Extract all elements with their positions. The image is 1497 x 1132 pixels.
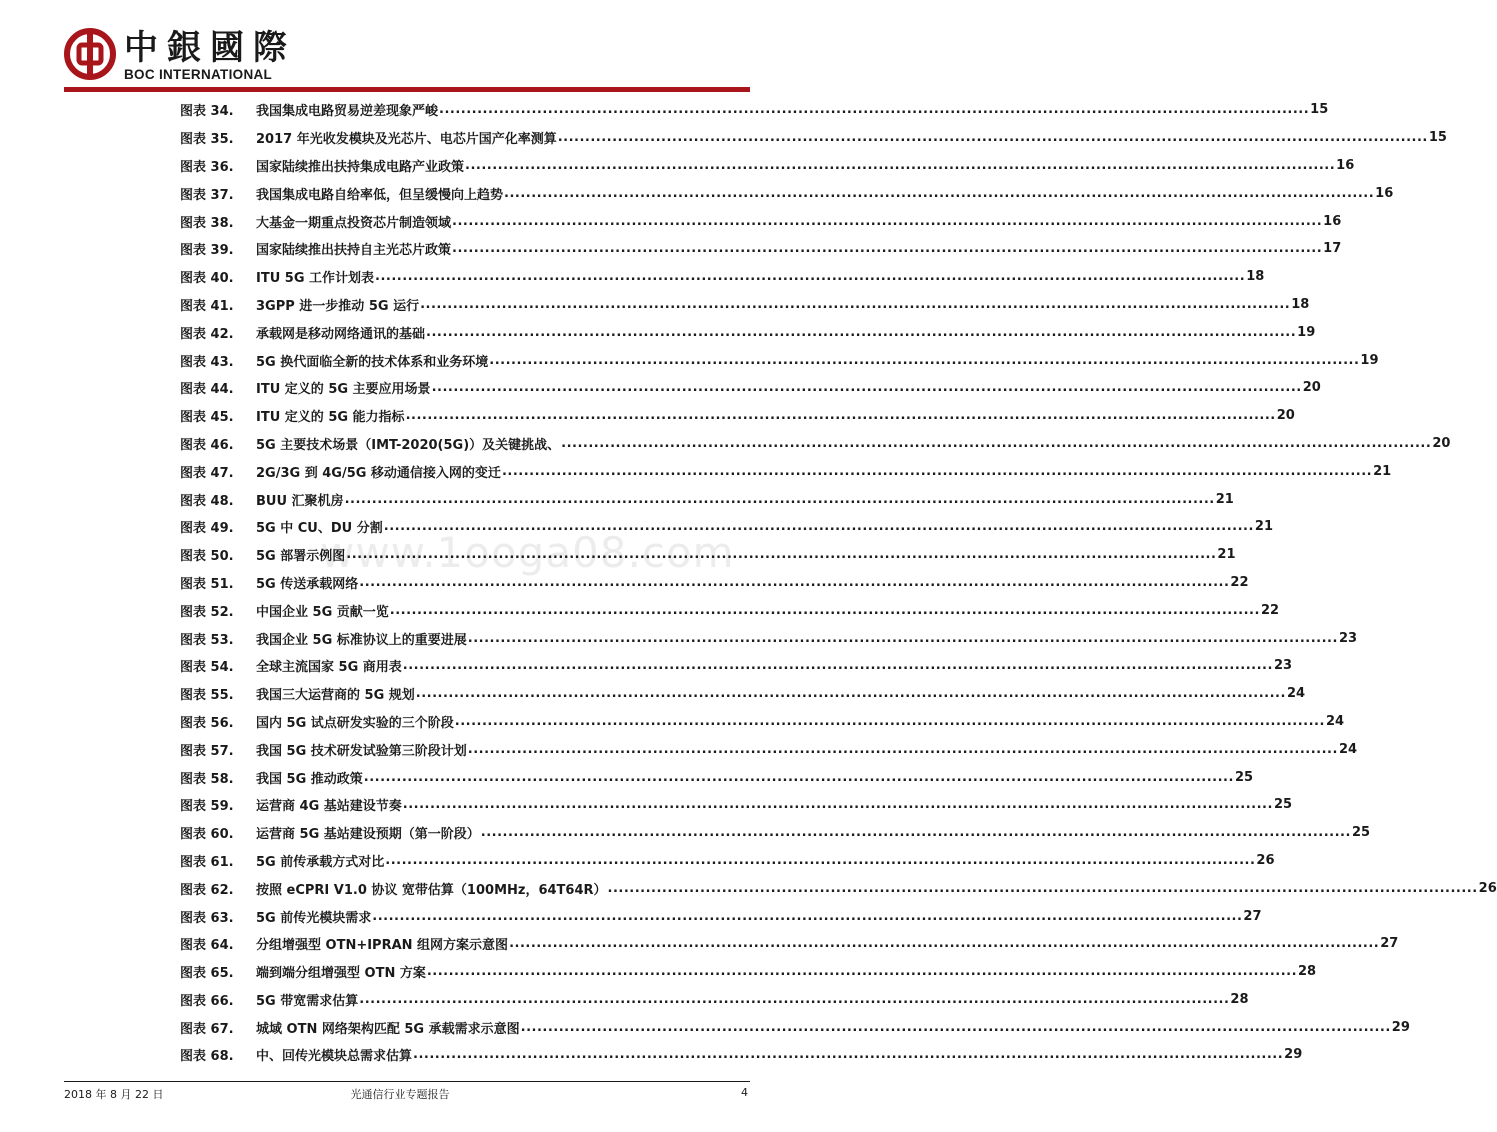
- toc-entry-title: 承载网是移动网络通讯的基础: [256, 326, 426, 342]
- toc-entry[interactable]: [180, 513, 1273, 541]
- toc-entry-leader: [468, 742, 1338, 757]
- toc-entry-title: 城域 OTN 网络架构匹配 5G 承载需求示意图: [256, 1021, 520, 1037]
- toc-entry-page: 18: [1246, 269, 1265, 285]
- toc-entry-leader: [608, 881, 1478, 896]
- toc-entry-label: 图表 60.: [180, 827, 234, 843]
- toc-entry-title: 国内 5G 试点研发实验的三个阶段: [256, 715, 454, 731]
- toc-entry-leader: [489, 353, 1359, 368]
- toc-entry-leader: [455, 714, 1325, 729]
- toc-entry-title: 5G 前传光模块需求: [256, 910, 372, 926]
- toc-entry[interactable]: [180, 263, 1265, 291]
- figure-index-list: [180, 96, 1497, 1069]
- toc-entry-title: 5G 中 CU、DU 分割: [256, 521, 383, 537]
- toc-entry-title: BUU 汇聚机房: [256, 493, 344, 509]
- toc-entry-label: 图表 46.: [180, 437, 234, 453]
- toc-entry[interactable]: [180, 179, 1394, 207]
- toc-entry-page: 25: [1273, 797, 1293, 813]
- toc-entry[interactable]: [180, 485, 1234, 513]
- toc-entry[interactable]: [180, 124, 1447, 152]
- toc-entry[interactable]: [180, 847, 1275, 875]
- toc-entry-label: 图表 45.: [180, 410, 234, 426]
- toc-entry-title: 5G 传送承载网络: [256, 576, 359, 592]
- toc-entry-title: 我国三大运营商的 5G 规划: [256, 688, 415, 704]
- toc-entry[interactable]: [180, 1013, 1410, 1041]
- toc-entry-title: 5G 主要技术场景（IMT-2020(5G)）及关键挑战、: [256, 437, 561, 453]
- toc-entry-title: 5G 换代面临全新的技术体系和业务环境: [256, 354, 489, 370]
- toc-entry[interactable]: [180, 930, 1399, 958]
- toc-entry-label: 图表 66.: [180, 993, 234, 1009]
- toc-entry-leader: [420, 297, 1290, 312]
- toc-entry-title: 5G 部署示例图: [256, 549, 346, 565]
- toc-entry-title: 运营商 4G 基站建设节奏: [256, 799, 402, 815]
- toc-entry[interactable]: [180, 791, 1293, 819]
- toc-entry-title: 我国集成电路自给率低，但呈缓慢向上趋势: [256, 187, 504, 203]
- toc-entry-title: 5G 带宽需求估算: [256, 993, 359, 1009]
- toc-entry[interactable]: [180, 708, 1345, 736]
- footer-page-number: 4: [741, 1086, 748, 1099]
- watermark: www.1ooga08.com: [320, 528, 735, 577]
- toc-entry-leader: [481, 825, 1351, 840]
- toc-entry-leader: [346, 547, 1216, 562]
- toc-entry-label: 图表 55.: [180, 688, 234, 704]
- toc-entry-page: 25: [1234, 769, 1254, 785]
- toc-entry-title: 国家陆续推出扶持自主光芯片政策: [256, 243, 452, 259]
- toc-entry[interactable]: [180, 652, 1293, 680]
- toc-entry-leader: [359, 992, 1229, 1007]
- toc-entry-page: 16: [1375, 185, 1394, 201]
- toc-entry-title: 2G/3G 到 4G/5G 移动通信接入网的变迁: [256, 465, 501, 481]
- toc-entry-label: 图表 57.: [180, 743, 234, 759]
- toc-entry-page: 19: [1360, 352, 1379, 368]
- toc-entry-title: 端到端分组增强型 OTN 方案: [256, 966, 426, 982]
- toc-entry-page: 27: [1380, 936, 1399, 952]
- toc-entry-leader: [385, 853, 1255, 868]
- toc-entry[interactable]: [180, 569, 1249, 597]
- toc-entry-leader: [439, 102, 1309, 117]
- toc-entry-label: 图表 58.: [180, 771, 234, 787]
- toc-entry-page: 29: [1284, 1047, 1303, 1063]
- toc-entry-leader: [413, 1047, 1283, 1062]
- toc-entry-label: 图表 63.: [180, 910, 234, 926]
- toc-entry-page: 21: [1254, 519, 1273, 535]
- toc-entry-leader: [502, 464, 1372, 479]
- toc-entry-page: 17: [1323, 241, 1342, 257]
- toc-entry-title: ITU 定义的 5G 主要应用场景: [256, 382, 431, 398]
- toc-entry-label: 图表 67.: [180, 1021, 234, 1037]
- toc-entry-page: 24: [1325, 713, 1345, 729]
- toc-entry-leader: [359, 575, 1229, 590]
- toc-entry-title: 我国集成电路贸易逆差现象严峻: [256, 104, 439, 120]
- toc-entry-leader: [509, 936, 1379, 951]
- toc-entry-page: 16: [1323, 213, 1342, 229]
- toc-entry[interactable]: [180, 1041, 1303, 1069]
- toc-entry-label: 图表 48.: [180, 493, 234, 509]
- toc-entry-label: 图表 64.: [180, 938, 234, 954]
- toc-entry-label: 图表 38.: [180, 215, 234, 231]
- toc-entry-leader: [403, 658, 1273, 673]
- toc-entry-label: 图表 56.: [180, 715, 234, 731]
- toc-entry-label: 图表 43.: [180, 354, 234, 370]
- toc-entry-leader: [561, 436, 1431, 451]
- toc-entry-leader: [558, 130, 1428, 145]
- toc-entry-page: 28: [1230, 991, 1249, 1007]
- toc-entry-label: 图表 36.: [180, 159, 234, 175]
- toc-entry-leader: [504, 186, 1374, 201]
- toc-entry-leader: [406, 408, 1276, 423]
- toc-entry[interactable]: [180, 430, 1451, 458]
- toc-entry-leader: [390, 603, 1260, 618]
- toc-entry-title: 5G 前传承载方式对比: [256, 854, 385, 870]
- toc-entry-label: 图表 42.: [180, 326, 234, 342]
- toc-entry-label: 图表 47.: [180, 465, 234, 481]
- toc-entry-page: 24: [1286, 686, 1306, 702]
- toc-entry-page: 27: [1243, 908, 1262, 924]
- toc-entry-label: 图表 35.: [180, 132, 234, 148]
- toc-entry-title: 我国 5G 技术研发试验第三阶段计划: [256, 743, 467, 759]
- toc-entry-title: 按照 eCPRI V1.0 协议 宽带估算（100MHz，64T64R）: [256, 882, 607, 898]
- toc-entry[interactable]: [180, 986, 1249, 1014]
- toc-entry-leader: [372, 909, 1242, 924]
- toc-entry-page: 22: [1260, 602, 1280, 618]
- toc-entry[interactable]: [180, 457, 1392, 485]
- toc-entry-title: 运营商 5G 基站建设预期（第一阶段）: [256, 827, 480, 843]
- toc-entry[interactable]: [180, 235, 1342, 263]
- toc-entry-label: 图表 65.: [180, 966, 234, 982]
- toc-entry[interactable]: [180, 346, 1379, 374]
- toc-entry-leader: [432, 380, 1302, 395]
- toc-entry-leader: [465, 158, 1335, 173]
- toc-entry-page: 16: [1336, 157, 1355, 173]
- toc-entry-page: 20: [1276, 408, 1295, 424]
- toc-entry[interactable]: [180, 207, 1342, 235]
- toc-entry-label: 图表 40.: [180, 271, 234, 287]
- toc-entry-title: 中、回传光模块总需求估算: [256, 1049, 413, 1065]
- toc-entry-title: 我国企业 5G 标准协议上的重要进展: [256, 632, 467, 648]
- toc-entry-leader: [452, 214, 1322, 229]
- toc-entry-label: 图表 49.: [180, 521, 234, 537]
- toc-entry-title: 中国企业 5G 贡献一览: [256, 604, 389, 620]
- logo-chinese-name: 中銀國際: [124, 28, 296, 68]
- toc-entry-page: 21: [1217, 547, 1236, 563]
- toc-entry[interactable]: [180, 96, 1329, 124]
- toc-entry-label: 图表 68.: [180, 1049, 234, 1065]
- toc-entry-title: ITU 5G 工作计划表: [256, 271, 375, 287]
- toc-entry-leader: [403, 797, 1273, 812]
- toc-entry[interactable]: [180, 402, 1295, 430]
- toc-entry-page: 20: [1432, 435, 1451, 451]
- toc-entry-page: 24: [1338, 741, 1358, 757]
- toc-entry-title: 2017 年光收发模块及光芯片、电芯片国产化率测算: [256, 132, 557, 148]
- toc-entry-page: 23: [1338, 630, 1358, 646]
- toc-entry-label: 图表 52.: [180, 604, 234, 620]
- toc-entry-label: 图表 62.: [180, 882, 234, 898]
- boc-logo-icon: [64, 28, 116, 80]
- toc-entry-label: 图表 59.: [180, 799, 234, 815]
- toc-entry-page: 25: [1351, 825, 1371, 841]
- toc-entry-label: 图表 44.: [180, 382, 234, 398]
- toc-entry-leader: [521, 1020, 1391, 1035]
- toc-entry[interactable]: [180, 624, 1358, 652]
- toc-entry[interactable]: [180, 680, 1306, 708]
- toc-entry-leader: [384, 519, 1254, 534]
- toc-entry-title: 我国 5G 推动政策: [256, 771, 363, 787]
- toc-entry-label: 图表 37.: [180, 187, 234, 203]
- toc-entry-page: 23: [1273, 658, 1293, 674]
- toc-entry-leader: [468, 631, 1338, 646]
- toc-entry-leader: [364, 770, 1234, 785]
- toc-entry-page: 22: [1230, 574, 1249, 590]
- footer-date: 2018 年 8 月 22 日: [64, 1088, 164, 1101]
- toc-entry-page: 19: [1297, 324, 1316, 340]
- toc-entry-label: 图表 54.: [180, 660, 234, 676]
- toc-entry-page: 26: [1478, 880, 1497, 896]
- toc-entry[interactable]: [180, 374, 1321, 402]
- toc-entry-page: 21: [1373, 463, 1392, 479]
- toc-entry-label: 图表 53.: [180, 632, 234, 648]
- toc-entry-title: 全球主流国家 5G 商用表: [256, 660, 402, 676]
- logo-english-name: BOC INTERNATIONAL: [124, 67, 273, 82]
- header-rule: [64, 87, 750, 92]
- toc-entry[interactable]: [180, 958, 1317, 986]
- toc-entry[interactable]: [180, 291, 1310, 319]
- toc-entry-title: 大基金一期重点投资芯片制造领域: [256, 215, 452, 231]
- toc-entry[interactable]: [180, 819, 1371, 847]
- toc-entry-leader: [345, 492, 1215, 507]
- toc-entry-title: ITU 定义的 5G 能力指标: [256, 410, 405, 426]
- toc-entry-leader: [452, 241, 1322, 256]
- toc-entry-page: 28: [1298, 964, 1317, 980]
- toc-entry-page: 15: [1310, 102, 1329, 118]
- toc-entry-leader: [426, 325, 1296, 340]
- toc-entry[interactable]: [180, 596, 1280, 624]
- toc-entry-page: 21: [1215, 491, 1234, 507]
- toc-entry-label: 图表 51.: [180, 576, 234, 592]
- footer-rule: [64, 1081, 750, 1082]
- toc-entry-leader: [375, 269, 1245, 284]
- toc-entry-label: 图表 34.: [180, 104, 234, 120]
- toc-entry-page: 26: [1256, 852, 1275, 868]
- toc-entry-label: 图表 61.: [180, 854, 234, 870]
- toc-entry-page: 15: [1428, 130, 1447, 146]
- toc-entry-leader: [427, 964, 1297, 979]
- toc-entry-title: 3GPP 进一步推动 5G 运行: [256, 298, 420, 314]
- toc-entry-label: 图表 50.: [180, 549, 234, 565]
- boc-logo: [64, 28, 304, 88]
- toc-entry-page: 29: [1391, 1019, 1410, 1035]
- toc-entry-title: 国家陆续推出扶持集成电路产业政策: [256, 159, 465, 175]
- toc-entry-title: 分组增强型 OTN+IPRAN 组网方案示意图: [256, 938, 509, 954]
- toc-entry[interactable]: [180, 735, 1358, 763]
- toc-entry-page: 18: [1291, 296, 1310, 312]
- toc-entry-label: 图表 41.: [180, 298, 234, 314]
- toc-entry[interactable]: [180, 152, 1355, 180]
- toc-entry-leader: [416, 686, 1286, 701]
- toc-entry[interactable]: [180, 318, 1316, 346]
- footer-report-title: 光通信行业专题报告: [350, 1088, 450, 1101]
- toc-entry[interactable]: [180, 874, 1497, 902]
- toc-entry[interactable]: [180, 763, 1254, 791]
- toc-entry[interactable]: [180, 902, 1262, 930]
- toc-entry-page: 20: [1302, 380, 1321, 396]
- toc-entry-label: 图表 39.: [180, 243, 234, 259]
